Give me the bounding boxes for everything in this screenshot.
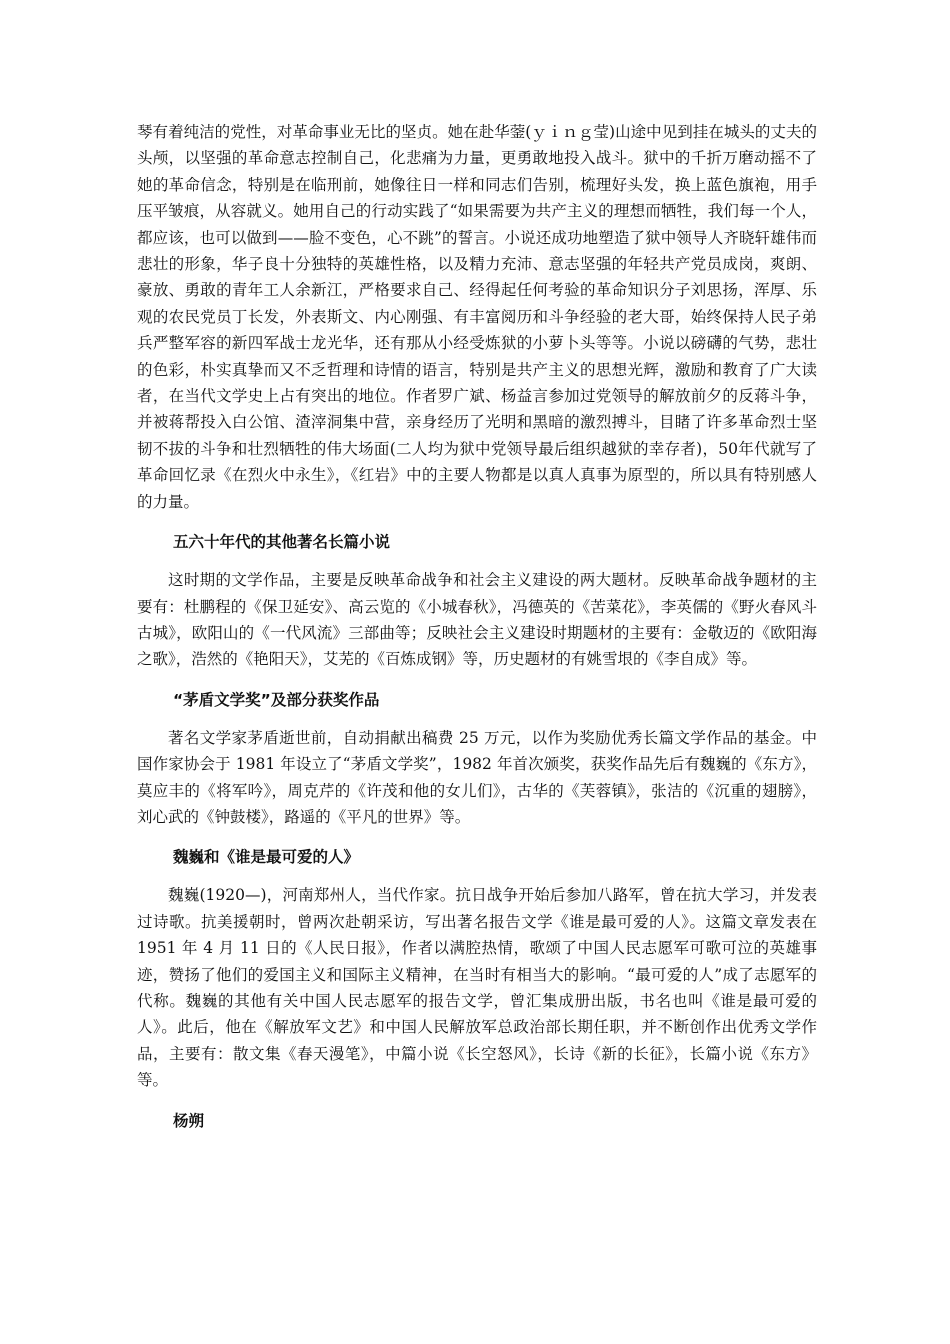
section-paragraph-other-novels: 这时期的文学作品，主要是反映革命战争和社会主义建设的两大题材。反映革命战争题材的主要有：杜鹏程的《保卫延安》、高云览的《小城春秋》，冯德英的《苦菜花》，李英儒的《野火春风斗古城》，欧阳山的《一代风流》三部曲等；反映社会主义建设时期题材的主要有：金敬迈的《欧阳海之歌》，浩然的《艳阳天》，艾芜的《百炼成钢》等，历史题材的有姚雪垠的《李自成》等。	[137, 571, 817, 669]
section-heading-yangshuo: 杨朔	[173, 1111, 205, 1130]
section-heading-weiwei: 魏巍和《谁是最可爱的人》	[173, 848, 360, 867]
section-heading-maodun-prize: “茅盾文学奖”及部分获奖作品	[173, 690, 380, 709]
document-page	[137, 119, 817, 1146]
section-heading-other-novels: 五六十年代的其他著名长篇小说	[173, 533, 391, 552]
intro-paragraph: 琴有着纯洁的党性，对革命事业无比的坚贞。她在赴华蓥(ｙｉｎｇ莹)山途中见到挂在城头的丈夫的头颅，以坚强的革命意志控制自己，化悲痛为力量，更勇敢地投入战斗。狱中的千折万磨动摇不了她的革命信念，特别是在临刑前，她像往日一样和同志们告别，梳理好头发，换上蓝色旗袍，用手压平皱痕，从容就义。她用自己的行动实践了“如果需要为共产主义的理想而牺牲，我们每一个人，都应该，也可以做到——脸不变色，心不跳”的誓言。小说还成功地塑造了狱中领导人齐晓轩雄伟而悲壮的形象，华子良十分独特的英雄性格，以及精力充沛、意志坚强的年轻共产党员成岗，爽朗、豪放、勇敢的青年工人余新江，严格要求自己、经得起任何考验的革命知识分子刘思扬，浑厚、乐观的农民党员丁长发，外表斯文、内心刚强、有丰富阅历和斗争经验的老大哥，始终保持人民子弟兵严整军容的新四军战士龙光华，还有那从小经受炼狱的小萝卜头等等。小说以磅礴的气势，悲壮的色彩，朴实真挚而又不乏哲理和诗情的语言，特别是共产主义的思想光辉，激励和教育了广大读者，在当代文学史上占有突出的地位。作者罗广斌、杨益言参加过党领导的解放前夕的反蒋斗争，并被蒋帮投入白公馆、渣滓洞集中营，亲身经历了光明和黑暗的激烈搏斗，目睹了许多革命烈士坚韧不拔的斗争和壮烈牺牲的伟大场面(二人均为狱中党领导最后组织越狱的幸存者)，50年代就写了革命回忆录《在烈火中永生》，《红岩》中的主要人物都是以真人真事为原型的，所以具有特别感人的力量。	[137, 123, 817, 511]
section-paragraph-maodun-prize: 著名文学家茅盾逝世前，自动捐献出稿费 25 万元，以作为奖励优秀长篇文学作品的基金。中国作家协会于 1981 年设立了“茅盾文学奖”，1982 年首次颁奖，获奖作品先后有魏巍的《东方》，莫应丰的《将军吟》，周克芹的《许茂和他的女儿们》，古华的《芙蓉镇》，张洁的《沉重的翅膀》，刘心武的《钟鼓楼》，路遥的《平凡的世界》等。	[137, 728, 817, 826]
section-paragraph-weiwei: 魏巍(1920—)，河南郑州人，当代作家。抗日战争开始后参加八路军，曾在抗大学习，并发表过诗歌。抗美援朝时，曾两次赴朝采访，写出著名报告文学《谁是最可爱的人》。这篇文章发表在 1951 年 4 月 11 日的《人民日报》，作者以满腔热情，歌颂了中国人民志愿军可歌可泣的英雄事迹，赞扬了他们的爱国主义和国际主义精神，在当时有相当大的影响。“最可爱的人”成了志愿军的代称。魏巍的其他有关中国人民志愿军的报告文学，曾汇集成册出版，书名也叫《谁是最可爱的人》。此后，他在《解放军文艺》和中国人民解放军总政治部长期任职，并不断创作出优秀文学作品，主要有：散文集《春天漫笔》，中篇小说《长空怒风》，长诗《新的长征》，长篇小说《东方》等。	[137, 886, 817, 1090]
